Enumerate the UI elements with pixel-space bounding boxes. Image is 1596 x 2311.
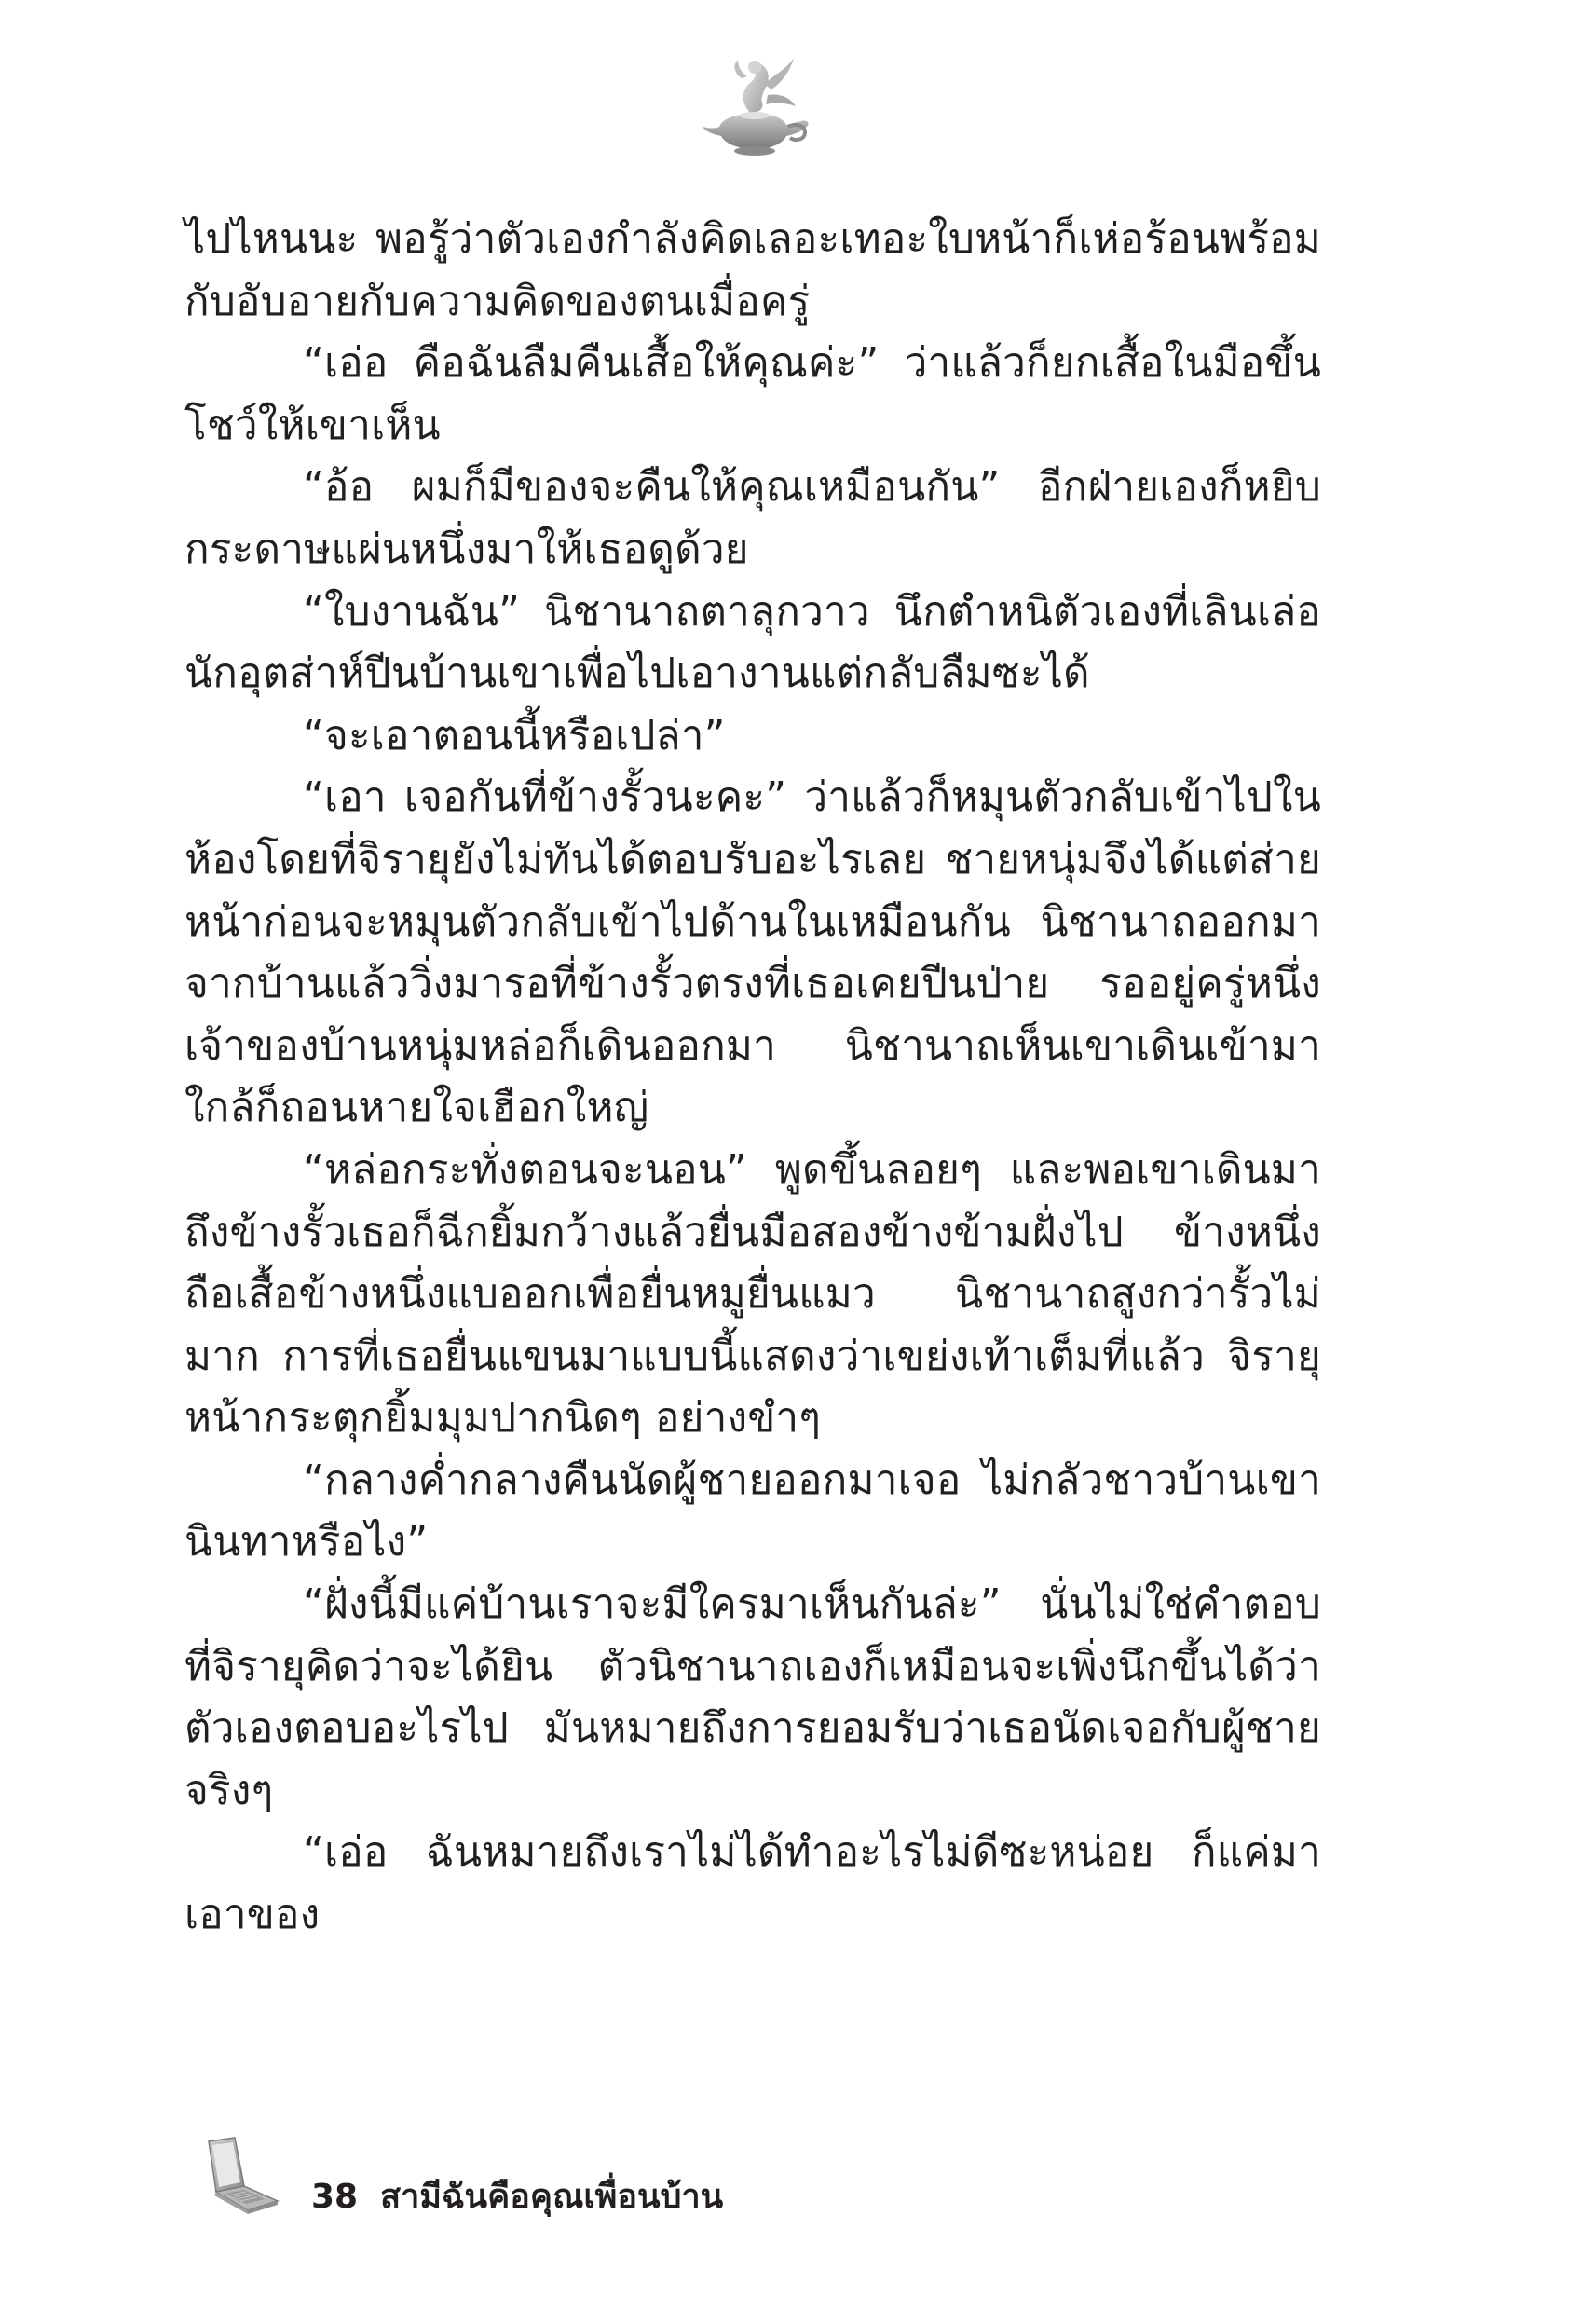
story-body bbox=[184, 209, 1321, 1947]
footer-caption bbox=[311, 2169, 723, 2222]
paragraph: “ใบงานฉัน” นิชานาถตาลุกวาว นึกตำหนิตัวเองที่เลินเล่อนักอุตส่าห์ปีนบ้านเขาเพื่อไปเอางานแต่กลับลืมซะได้ bbox=[184, 587, 1321, 698]
paragraph: “อ้อ ผมก็มีของจะคืนให้คุณเหมือนกัน” อีกฝ่ายเองก็หยิบกระดาษแผ่นหนึ่งมาให้เธอดูด้วย bbox=[184, 463, 1321, 573]
paragraph: “เอ่อ ฉันหมายถึงเราไม่ได้ทำอะไรไม่ดีซะหน่อย ก็แค่มาเอาของ bbox=[184, 1828, 1321, 1939]
paragraph: “จะเอาตอนนี้หรือเปล่า” bbox=[303, 711, 726, 759]
paragraph: “กลางค่ำกลางคืนนัดผู้ชายออกมาเจอ ไม่กลัวชาวบ้านเขานินทาหรือไง” bbox=[184, 1456, 1321, 1566]
paragraph: “ฝั่งนี้มีแค่บ้านเราจะมีใครมาเห็นกันล่ะ” นั่นไม่ใช่คำตอบที่จิรายุคิดว่าจะได้ยิน ตัวนิชานาถเองก็เหมือนจะเพิ่งนึกขึ้นได้ว่าตัวเองตอบอะไรไป มันหมายถึงการยอมรับว่าเธอนัดเจอกับผู้ชายจริงๆ bbox=[184, 1580, 1321, 1814]
paragraph: “หล่อกระทั่งตอนจะนอน” พูดขึ้นลอยๆ และพอเขาเดินมาถึงข้างรั้วเธอก็ฉีกยิ้มกว้างแล้วยื่นมือสองข้างข้ามฝั่งไป ข้างหนึ่งถือเสื้อข้างหนึ่งแบออกเพื่อยื่นหมูยื่นแมว นิชานาถสูงกว่ารั้วไม่มาก การที่เธอยื่นแขนมาแบบนี้แสดงว่าเขย่งเท้าเต็มที่แล้ว จิรายุหน้ากระตุกยิ้มมุมปากนิดๆ อย่างขำๆ bbox=[184, 1145, 1321, 1443]
paragraph: “เอ่อ คือฉันลืมคืนเสื้อให้คุณค่ะ” ว่าแล้วก็ยกเสื้อในมือขึ้นโชว์ให้เขาเห็น bbox=[184, 339, 1321, 449]
genie-lamp-icon bbox=[686, 41, 825, 162]
book-title: สามีฉันคือคุณเพื่อนบ้าน bbox=[380, 2178, 724, 2216]
paragraph: ไปไหนนะ พอรู้ว่าตัวเองกำลังคิดเลอะเทอะใบหน้าก็เห่อร้อนพร้อมกับอับอายกับความคิดของตนเมื่อครู่ bbox=[184, 215, 1321, 325]
paragraph: “เอา เจอกันที่ข้างรั้วนะคะ” ว่าแล้วก็หมุนตัวกลับเข้าไปในห้องโดยที่จิรายุยังไม่ทันได้ตอบรับอะไรเลย ชายหนุ่มจึงได้แต่ส่ายหน้าก่อนจะหมุนตัวกลับเข้าไปด้านในเหมือนกัน นิชานาถออกมาจากบ้านแล้ววิ่งมารอที่ข้างรั้วตรงที่เธอเคยปีนป่าย รออยู่ครู่หนึ่งเจ้าของบ้านหนุ่มหล่อก็เดินออกมา นิชานาถเห็นเขาเดินเข้ามาใกล้ก็ถอนหายใจเฮือกใหญ่ bbox=[184, 773, 1321, 1132]
page-number: 38 bbox=[311, 2178, 359, 2216]
page-footer bbox=[0, 2134, 1596, 2246]
laptop-icon bbox=[192, 2134, 285, 2227]
